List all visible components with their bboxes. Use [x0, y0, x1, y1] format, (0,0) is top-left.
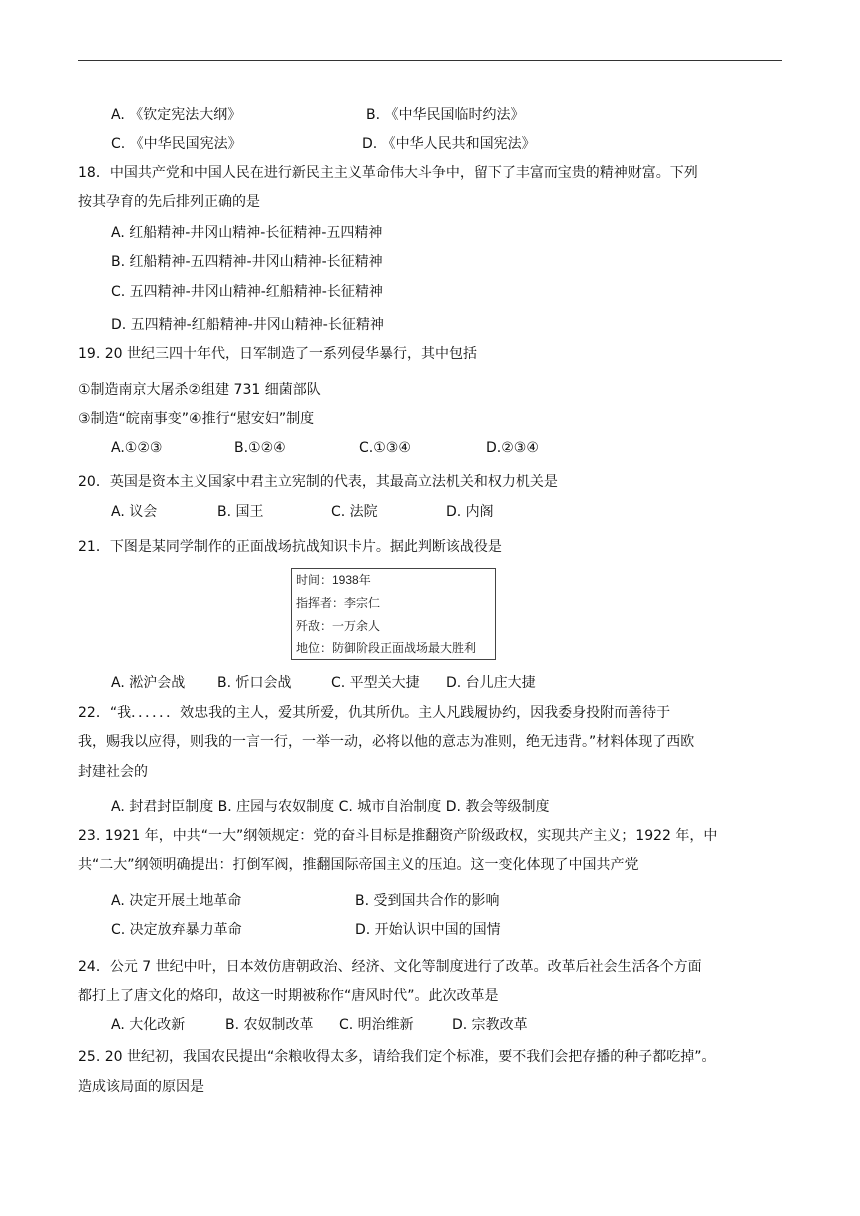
- q19-stem: 19. 20 世纪三四十年代，日军制造了一系列侵华暴行，其中包括: [78, 346, 477, 362]
- q19-option-c: C.①③④: [359, 440, 411, 456]
- q23-option-b: B. 受到国共合作的影响: [355, 893, 500, 909]
- q20-option-a: A. 议会: [111, 504, 158, 520]
- q17-option-b: B. 《中华民国临时约法》: [366, 107, 525, 123]
- q23-stem-line1: 23. 1921 年，中共“一大”纲领规定：党的奋斗目标是推翻资产阶级政权，实现共产主义；1922 年，中: [78, 828, 718, 844]
- q22-stem-line1: 22．“我．．．．．．效忠我的主人，爱其所爱，仇其所仇。主人凡践履协约，因我委身投附而善待于: [78, 705, 671, 721]
- q17-option-d: D. 《中华人民共和国宪法》: [362, 136, 536, 152]
- q25-stem-line1: 25. 20 世纪初，我国农民提出“余粮收得太多，请给我们定个标准，要不我们会把存播的种子都吃掉”。: [78, 1049, 716, 1065]
- q21-option-c: C. 平型关大捷: [331, 675, 420, 691]
- q18-option-d: D. 五四精神-红船精神-井冈山精神-长征精神: [111, 317, 384, 333]
- q22-options: A. 封君封臣制度 B. 庄园与农奴制度 C. 城市自治制度 D. 教会等级制度: [111, 799, 550, 815]
- q18-option-c: C. 五四精神-井冈山精神-红船精神-长征精神: [111, 284, 383, 300]
- q18-stem-line1: 18．中国共产党和中国人民在进行新民主主义革命伟大斗争中，留下了丰富而宝贵的精神财富。下列: [78, 165, 698, 181]
- q24-option-a: A. 大化改新: [111, 1017, 186, 1033]
- q19-option-d: D.②③④: [486, 440, 539, 456]
- q24-option-c: C. 明治维新: [339, 1017, 414, 1033]
- q19-item-line2: ③制造“皖南事变”④推行“慰安妇”制度: [78, 411, 315, 427]
- q23-stem-line2: 共“二大”纲领明确提出：打倒军阀，推翻国际帝国主义的压迫。这一变化体现了中国共产党: [78, 857, 639, 873]
- battle-knowledge-card: [291, 568, 496, 660]
- q19-item-line1: ①制造南京大屠杀②组建 731 细菌部队: [78, 382, 321, 398]
- q18-stem-line2: 按其孕育的先后排列正确的是: [78, 194, 260, 210]
- q23-option-d: D. 开始认识中国的国情: [355, 922, 501, 938]
- q18-option-b: B. 红船精神-五四精神-井冈山精神-长征精神: [111, 254, 383, 270]
- q23-option-a: A. 决定开展土地革命: [111, 893, 242, 909]
- q24-stem-line1: 24．公元 7 世纪中叶，日本效仿唐朝政治、经济、文化等制度进行了改革。改革后社会生活各个方面: [78, 959, 702, 975]
- q19-option-b: B.①②④: [234, 440, 286, 456]
- header-rule: [78, 60, 782, 61]
- card-commander: 指挥者：李宗仁: [296, 596, 381, 610]
- q17-option-a: A. 《钦定宪法大纲》: [111, 107, 242, 123]
- q24-stem-line2: 都打上了唐文化的烙印，故这一时期被称作“唐风时代”。此次改革是: [78, 988, 499, 1004]
- q21-option-d: D. 台儿庄大捷: [446, 675, 536, 691]
- q20-option-c: C. 法院: [331, 504, 378, 520]
- card-time: 时间：1938年: [296, 573, 371, 587]
- q21-option-a: A. 淞沪会战: [111, 675, 186, 691]
- q21-stem: 21．下图是某同学制作的正面战场抗战知识卡片。据此判断该战役是: [78, 539, 502, 555]
- q22-stem-line3: 封建社会的: [78, 764, 148, 780]
- q24-option-b: B. 农奴制改革: [225, 1017, 314, 1033]
- q18-option-a: A. 红船精神-井冈山精神-长征精神-五四精神: [111, 225, 383, 241]
- q19-option-a: A.①②③: [111, 440, 163, 456]
- q20-option-d: D. 内阁: [446, 504, 494, 520]
- q22-stem-line2: 我，赐我以应得，则我的一言一行，一举一动，必将以他的意志为准则，绝无违背。”材料体现了西欧: [78, 734, 695, 750]
- q24-option-d: D. 宗教改革: [452, 1017, 528, 1033]
- q17-option-c: C. 《中华民国宪法》: [111, 136, 242, 152]
- card-kills: 歼敌：一万余人: [296, 619, 381, 633]
- q21-option-b: B. 忻口会战: [217, 675, 292, 691]
- q23-option-c: C. 决定放弃暴力革命: [111, 922, 242, 938]
- q25-stem-line2: 造成该局面的原因是: [78, 1079, 204, 1095]
- q20-stem: 20．英国是资本主义国家中君主立宪制的代表，其最高立法机关和权力机关是: [78, 474, 558, 490]
- q20-option-b: B. 国王: [217, 504, 264, 520]
- card-status: 地位：防御阶段正面战场最大胜利: [296, 641, 477, 655]
